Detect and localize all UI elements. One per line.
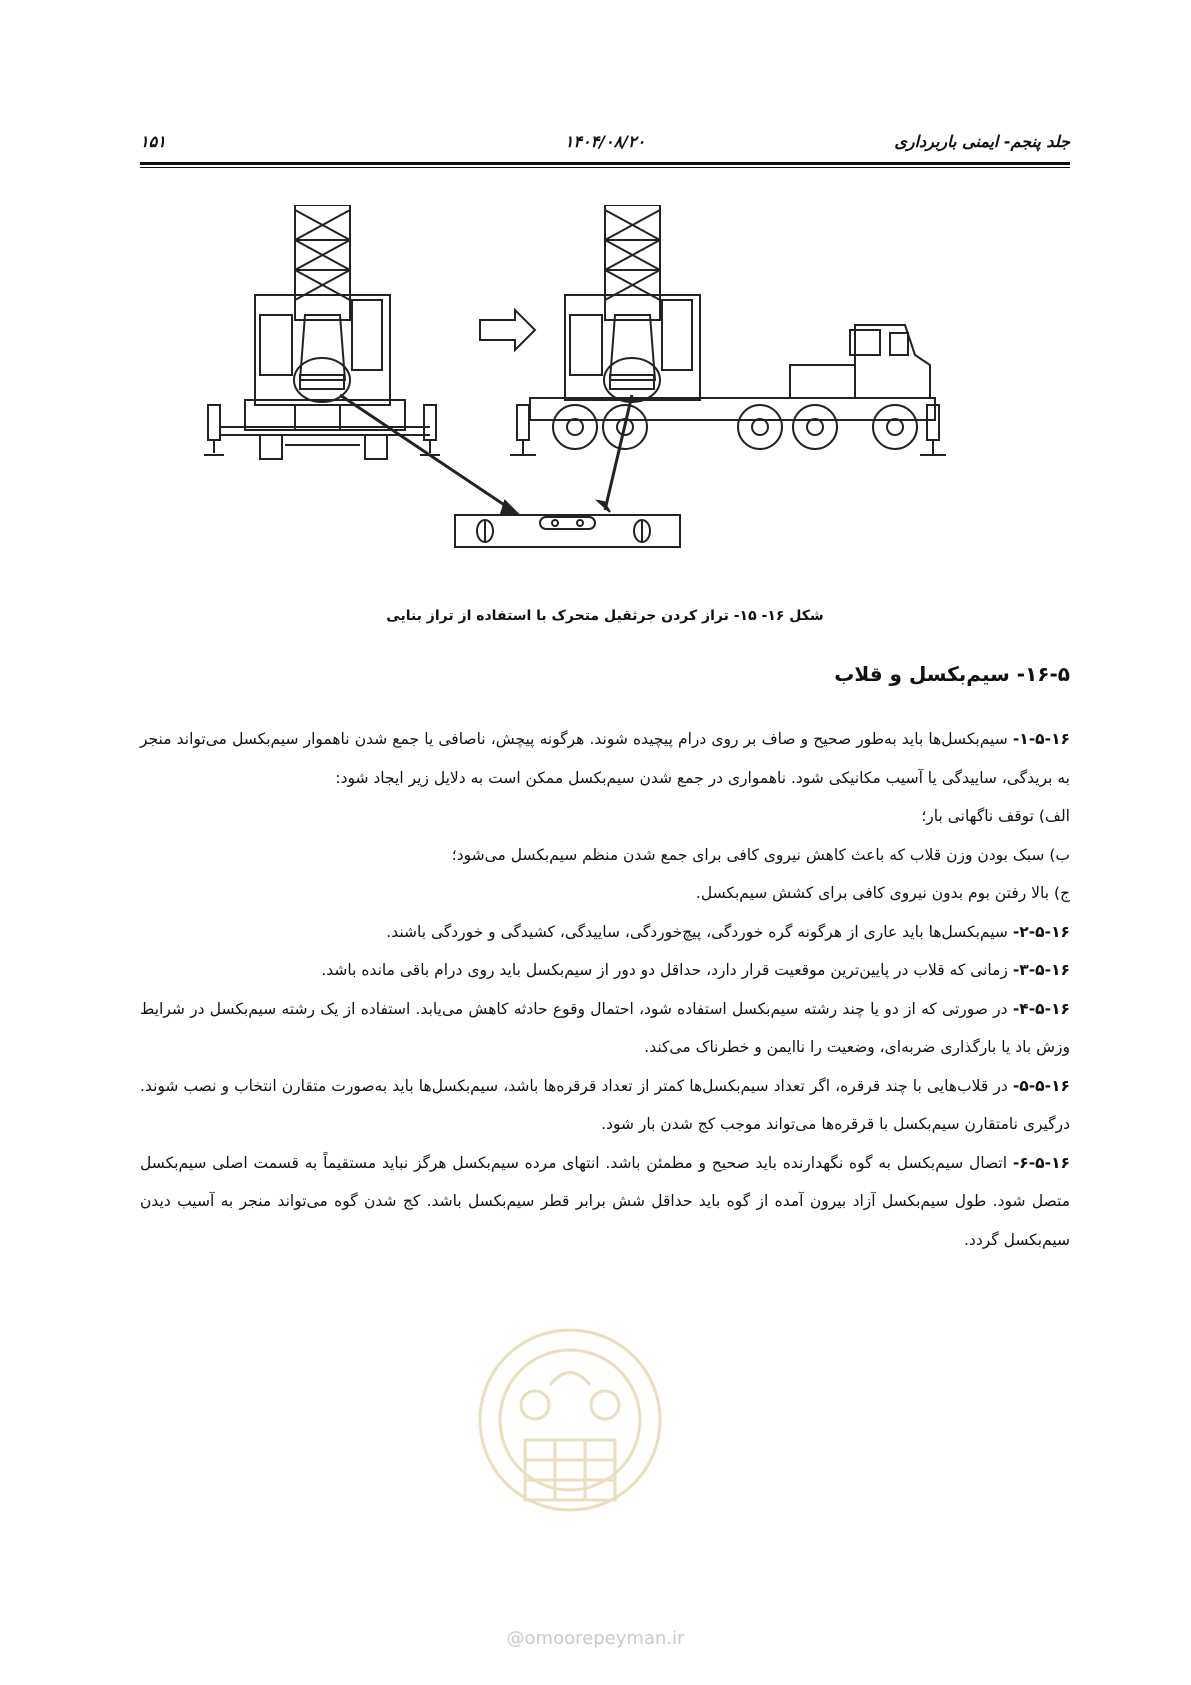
- paragraph: [140, 990, 1070, 1067]
- clause-number: ۵-۵-۱۶-: [1012, 1076, 1070, 1095]
- paragraph: [140, 1144, 1070, 1260]
- clause-number: ۱-۵-۱۶-: [1012, 730, 1070, 748]
- watermark-seal-icon: [470, 1290, 670, 1550]
- crane-rear-view: [204, 205, 440, 459]
- clause-number: ۶-۵-۱۶-: [1012, 1153, 1070, 1172]
- header-date: ۱۴۰۴/۰۸/۲۰: [564, 132, 646, 151]
- list-item: [140, 836, 1070, 875]
- section-heading: ۱۶-۵- سیم‌بکسل و قلاب: [834, 662, 1070, 686]
- paragraph-text: سیم‌بکسل‌ها باید عاری از هرگونه گره خوردگی، پیچ‌خوردگی، ساییدگی، کشیدگی و خوردگی باشند.: [386, 922, 1013, 941]
- paragraph: [140, 1067, 1070, 1144]
- clause-number: ۲-۵-۱۶-: [1012, 922, 1070, 941]
- paragraph-text: در صورتی که از دو یا چند رشته سیم‌بکسل استفاده شود، احتمال وقوع حادثه کاهش می‌یابد. استفاده از یک رشته سیم‌بکسل در شرایط وزش باد یا بارگذاری ضربه‌ای، وضعیت را ناایمن و خطرناک می‌کند.: [140, 999, 1070, 1056]
- clause-number: ۳-۵-۱۶-: [1012, 961, 1070, 979]
- paragraph: [140, 951, 1070, 990]
- paragraph: [140, 913, 1070, 952]
- list-item: [140, 874, 1070, 913]
- list-item-text: ب) سبک بودن وزن قلاب که باعث کاهش نیروی کافی برای جمع شدن منظم سیم‌بکسل می‌شود؛: [451, 845, 1070, 864]
- paragraph-text: اتصال سیم‌بکسل به گوه نگهدارنده باید صحیح و مطمئن باشد. انتهای مرده سیم‌بکسل هرگز نباید مستقیماً به قسمت اصلی سیم‌بکسل متصل شود. طول سیم‌بکسل آزاد بیرون آمده از گوه باید حداقل شش برابر قطر سیم‌بکسل باشد. کج شدن گوه می‌تواند منجر به آسیب دیدن سیم‌بکسل گردد.: [140, 1153, 1070, 1249]
- paragraph-text: در قلاب‌هایی با چند قرقره، اگر تعداد سیم‌بکسل‌ها کمتر از تعداد قرقره‌ها باشد، سیم‌بکسل‌ها باید به‌صورت متقارن انتخاب و نصب شوند. درگیری نامتقارن سیم‌بکسل با قرقره‌ها می‌تواند موجب کج شدن بار شود.: [140, 1076, 1070, 1133]
- list-item-text: ج) بالا رفتن بوم بدون نیروی کافی برای کشش سیم‌بکسل.: [695, 884, 1070, 902]
- body-text: [140, 720, 1070, 1259]
- paragraph-text: زمانی که قلاب در پایین‌ترین موقعیت قرار دارد، حداقل دو دور از سیم‌بکسل باید روی درام باقی مانده باشد.: [321, 961, 1013, 979]
- spirit-level: [455, 515, 680, 547]
- header-rule-thick: [140, 162, 1070, 165]
- clause-number: ۴-۵-۱۶-: [1012, 999, 1070, 1018]
- watermark-url: @omoorepeyman.ir: [506, 1628, 685, 1649]
- paragraph-text: سیم‌بکسل‌ها باید به‌طور صحیح و صاف بر روی درام پیچیده شوند. هرگونه پیچش، ناصافی یا جمع شدن ناهموار سیم‌بکسل می‌تواند منجر به بریدگی، ساییدگی یا آسیب مکانیکی شود. ناهمواری در جمع شدن سیم‌بکسل ممکن است به دلایل زیر ایجاد شود:: [140, 730, 1070, 787]
- running-header: [140, 128, 1070, 156]
- page-number: ۱۵۱: [140, 132, 166, 151]
- crane-leveling-figure: [200, 205, 990, 590]
- book-title: جلد پنجم- ایمنی باربرداری: [894, 132, 1070, 151]
- figure-caption: شکل ۱۶- ۱۵- تراز کردن جرثقیل متحرک با استفاده از تراز بنایی: [386, 608, 824, 624]
- header-rule-thin: [140, 167, 1070, 168]
- list-item-text: الف) توقف ناگهانی بار؛: [921, 807, 1070, 825]
- list-item: [140, 797, 1070, 836]
- paragraph: [140, 720, 1070, 797]
- crane-side-view: [510, 205, 946, 455]
